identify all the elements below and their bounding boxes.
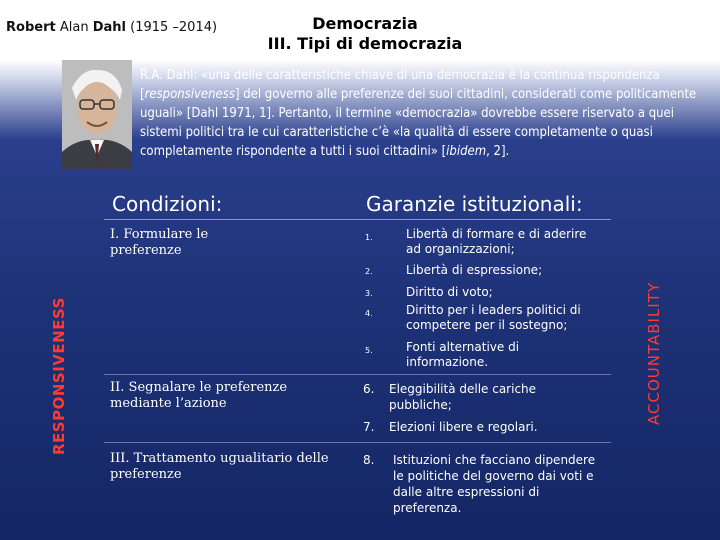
row-divider <box>104 374 611 375</box>
guarantee-item: Diritto per i leaders politici di competere per il sostegno; <box>406 303 581 332</box>
accountability-label: ACCOUNTABILITY <box>645 281 663 425</box>
slide-title <box>230 14 500 54</box>
author-first-name: Robert <box>6 20 56 35</box>
portrait-photo <box>62 60 132 170</box>
guarantee-item: Istituzioni che facciano dipendere le politiche del governo dai voti e dalle altre espressioni di preferenza. <box>393 453 596 515</box>
guarantee-item: Fonti alternative di informazione. <box>406 340 520 369</box>
guarantees-header: Garanzie istituzionali: <box>366 192 583 216</box>
quote-part-2: ] del governo alle preferenze dei suoi cittadini, considerati come politicamente uguali» [Dahl 1971, 1]. Pertanto, il termine «democrazia» dovrebbe essere riservato a quei sistemi politici tra le cui caratteristiche c’è «la qualità di essere completamente o quasi completamente rispondente a tutti i suoi cittadini» [ <box>140 87 697 159</box>
portrait-illustration <box>62 60 132 170</box>
conditions-header: Condizioni: <box>112 192 223 216</box>
title-line-2: III. Tipi di democrazia <box>267 34 463 53</box>
item-number: 7. <box>363 420 375 434</box>
item-number: 2. <box>365 267 373 276</box>
item-number: 4. <box>365 309 373 318</box>
condition-2: II. Segnalare le preferenze mediante l’azione <box>110 380 288 411</box>
guarantee-item: Libertà di espressione; <box>406 263 543 277</box>
guarantee-item: Elezioni libere e regolari. <box>389 420 538 434</box>
guarantee-item: Libertà di formare e di aderire ad organizzazioni; <box>406 227 587 256</box>
author-dates: (1915 –2014) <box>130 20 218 35</box>
condition-3: III. Trattamento ugualitario delle preferenze <box>110 451 329 482</box>
quote-italic-responsiveness: responsiveness <box>144 87 235 102</box>
quote-part-1: R.A. Dahl: «una delle caratteristiche chiave di una democrazia è la continua rispondenza [ <box>140 68 660 102</box>
header-divider <box>104 219 611 220</box>
item-number: 1. <box>365 233 373 242</box>
title-line-1: Democrazia <box>312 14 418 33</box>
item-number: 5. <box>365 346 373 355</box>
author-middle-name: Alan <box>59 20 89 35</box>
guarantee-item: Eleggibilità delle cariche pubbliche; <box>389 382 537 412</box>
responsiveness-label: RESPONSIVENESS <box>50 297 68 455</box>
guarantee-item: Diritto di voto; <box>406 285 493 299</box>
author-heading <box>6 20 217 35</box>
item-number: 3. <box>365 289 373 298</box>
item-number: 8. <box>363 453 375 467</box>
dahl-quote <box>140 66 700 161</box>
condition-1: I. Formulare le preferenze <box>110 227 209 258</box>
row-divider <box>104 442 611 443</box>
item-number: 6. <box>363 382 375 396</box>
author-last-name: Dahl <box>92 20 126 35</box>
quote-italic-ibidem: ibidem <box>446 144 487 159</box>
quote-part-3: , 2]. <box>486 144 510 159</box>
